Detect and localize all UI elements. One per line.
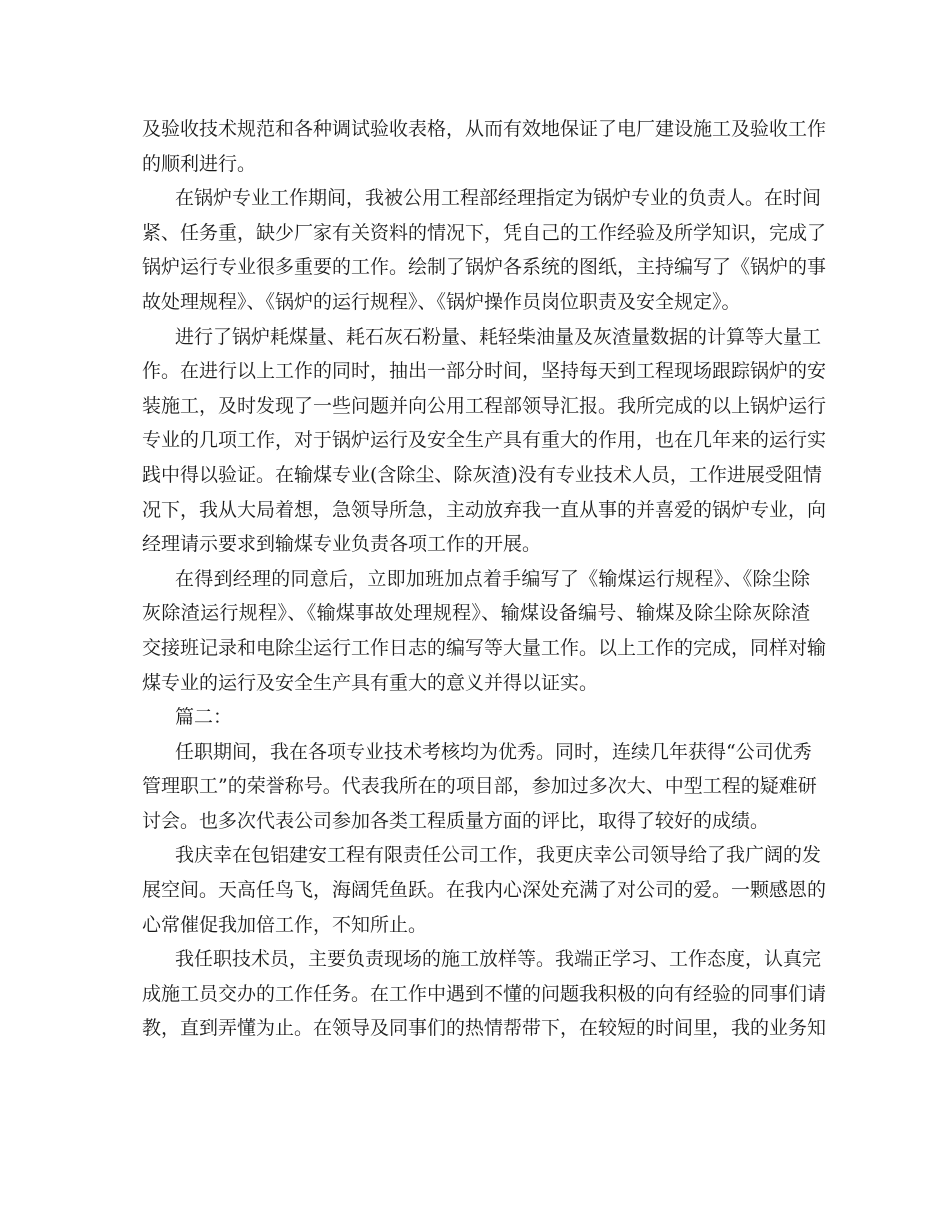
text-line: 况下，我从大局着想，急领导所急，主动放弃我一直从事的并喜爱的锅炉专业，向 <box>142 498 827 521</box>
paragraph-start-line: 在锅炉专业工作期间，我被公用工程部经理指定为锅炉专业的负责人。在时间 <box>175 187 822 210</box>
paragraph-start-line: 进行了锅炉耗煤量、耗石灰石粉量、耗轻柴油量及灰渣量数据的计算等大量工 <box>175 325 822 348</box>
text-line: 教，直到弄懂为止。在领导及同事们的热情帮带下，在较短的时间里，我的业务知 <box>142 1017 827 1040</box>
section-heading: 篇二： <box>175 706 233 729</box>
text-line: 践中得以验证。在输煤专业(含除尘、除灰渣)没有专业技术人员，工作进展受阻情 <box>142 463 822 486</box>
text-line: 故处理规程》、《锅炉的运行规程》、《锅炉操作员岗位职责及安全规定》。 <box>142 290 741 313</box>
text-line: 专业的几项工作，对于锅炉运行及安全生产具有重大的作用，也在几年来的运行实 <box>142 429 827 452</box>
text-line: 及验收技术规范和各种调试验收表格，从而有效地保证了电厂建设施工及验收工作 <box>142 118 827 140</box>
text-line: 煤专业的运行及安全生产具有重大的意义并得以证实。 <box>142 671 599 694</box>
text-line: 作。在进行以上工作的同时，抽出一部分时间，坚持每天到工程现场跟踪锅炉的安 <box>142 360 827 383</box>
text-line: 管理职工”的荣誉称号。代表我所在的项目部，参加过多次大、中型工程的疑难研 <box>142 775 817 798</box>
text-line: 锅炉运行专业很多重要的工作。绘制了锅炉各系统的图纸，主持编写了《锅炉的事 <box>142 256 827 279</box>
text-line: 交接班记录和电除尘运行工作日志的编写等大量工作。以上工作的完成，同样对输 <box>142 636 827 659</box>
text-line: 经理请示要求到输煤专业负责各项工作的开展。 <box>142 533 542 556</box>
text-line: 展空间。天高任鸟飞，海阔凭鱼跃。在我内心深处充满了对公司的爱。一颗感恩的 <box>142 879 827 902</box>
text-line: 装施工，及时发现了一些问题并向公用工程部领导汇报。我所完成的以上锅炉运行 <box>142 394 827 417</box>
text-line: 讨会。也多次代表公司参加各类工程质量方面的评比，取得了较好的成绩。 <box>142 809 770 832</box>
text-line: 心常催促我加倍工作，不知所止。 <box>142 913 428 936</box>
paragraph-start-line: 在得到经理的同意后，立即加班加点着手编写了《输煤运行规程》、《除尘除 <box>175 567 810 590</box>
text-line: 紧、任务重，缺少厂家有关资料的情况下，凭自己的工作经验及所学知识，完成了 <box>142 221 827 244</box>
paragraph-start-line: 任职期间，我在各项专业技术考核均为优秀。同时，连续几年获得“公司优秀 <box>175 740 812 763</box>
document-body <box>142 112 827 1046</box>
paragraph-start-line: 我任职技术员，主要负责现场的施工放样等。我端正学习、工作态度，认真完 <box>175 948 822 971</box>
text-line: 成施工员交办的工作任务。在工作中遇到不懂的问题我积极的向有经验的同事们请 <box>142 982 827 1005</box>
paragraph-start-line: 我庆幸在包铝建安工程有限责任公司工作，我更庆幸公司领导给了我广阔的发 <box>175 844 822 867</box>
text-line: 灰除渣运行规程》、《输煤事故处理规程》、输煤设备编号、输煤及除尘除灰除渣 <box>142 602 810 625</box>
text-line: 的顺利进行。 <box>142 152 257 175</box>
